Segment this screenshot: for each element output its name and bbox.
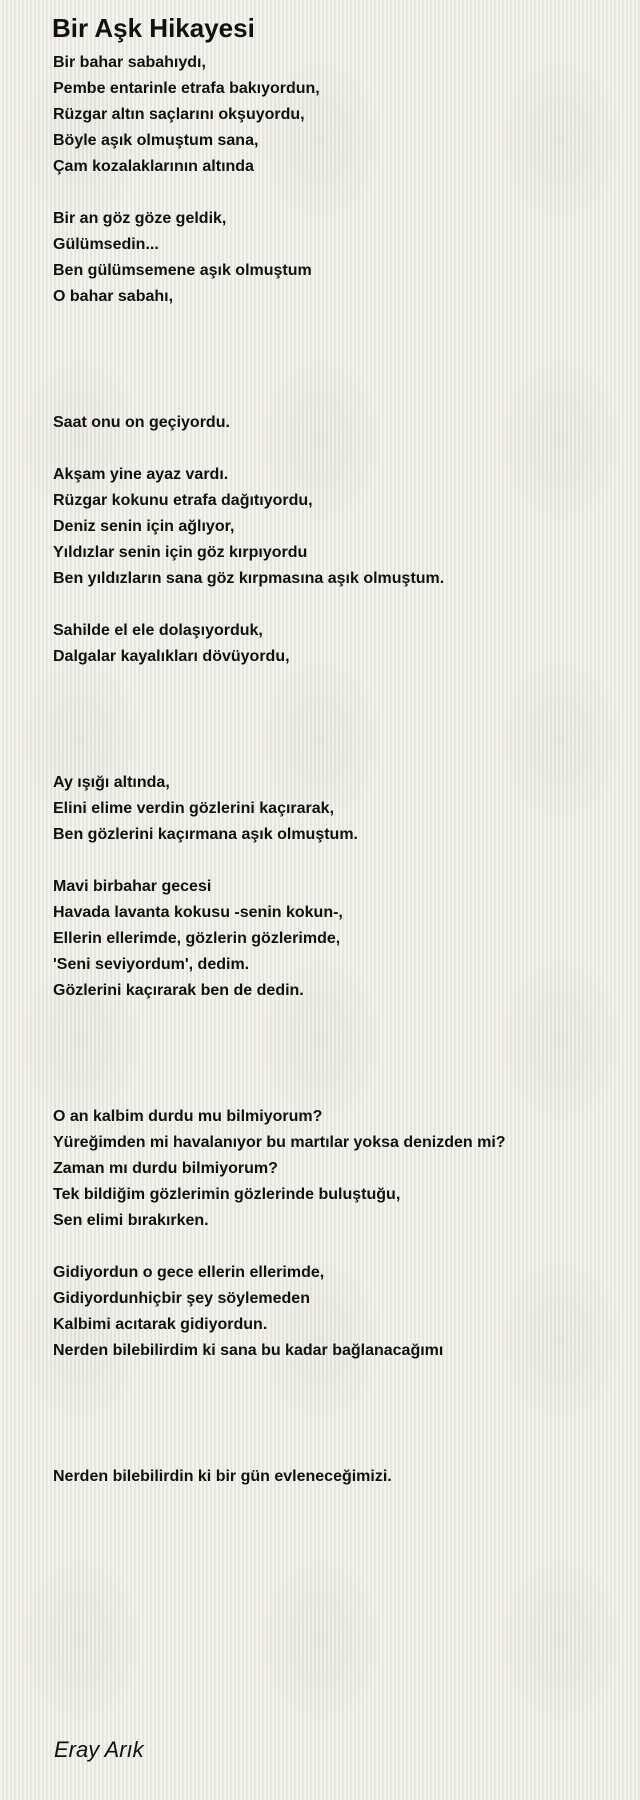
poem-line: Gülümsedin... [53,236,159,253]
section-gap [53,1364,623,1464]
poem-line: Nerden bilebilirdim ki sana bu kadar bağlanacağımı [53,1342,444,1359]
stanza-gap [53,1234,623,1260]
poem-line: Yıldızlar senin için göz kırpıyordu [53,544,308,561]
poem-line: Çam kozalaklarının altında [53,158,254,175]
poem-line: Gözlerini kaçırarak ben de dedin. [53,982,304,999]
section-gap [53,310,623,410]
poem-author: Eray Arık [54,1737,144,1762]
poem-body [53,50,623,1490]
stanza-6 [53,770,623,848]
stanza-3 [53,410,623,436]
poem-line: Ellerin ellerimde, gözlerin gözlerimde, [53,930,341,947]
stanza-2 [53,206,623,310]
stanza-4 [53,462,623,592]
stanza-gap [53,592,623,618]
poem-line: O an kalbim durdu mu bilmiyorum? [53,1108,323,1125]
poem-line: Elini elime verdin gözlerini kaçırarak, [53,800,335,817]
poem-line: Nerden bilebilirdin ki bir gün evleneceğimizi. [53,1468,392,1485]
section-gap [53,670,623,770]
poem-line: Akşam yine ayaz vardı. [53,466,229,483]
poem-line: Bir an göz göze geldik, [53,210,227,227]
stanza-9 [53,1260,623,1364]
poem-line: Zaman mı durdu bilmiyorum? [53,1160,278,1177]
poem-line: Saat onu on geçiyordu. [53,414,230,431]
stanza-5 [53,618,623,670]
poem-line: Havada lavanta kokusu -senin kokun-, [53,904,343,921]
poem-line: Ben gülümsemene aşık olmuştum [53,262,312,279]
poem-title: Bir Aşk Hikayesi [52,13,255,43]
poem-line: Böyle aşık olmuştum sana, [53,132,259,149]
poem-line: Rüzgar kokunu etrafa dağıtıyordu, [53,492,313,509]
stanza-7 [53,874,623,1004]
poem-line: Rüzgar altın saçlarını okşuyordu, [53,106,305,123]
poem-line: Ay ışığı altında, [53,774,170,791]
poem-line: O bahar sabahı, [53,288,174,305]
poem-line: Mavi birbahar gecesi [53,878,212,895]
stanza-gap [53,436,623,462]
poem-line: Gidiyordunhiçbir şey söylemeden [53,1290,310,1307]
section-gap [53,1004,623,1104]
poem-line: Ben gözlerini kaçırmana aşık olmuştum. [53,826,358,843]
poem-line: Pembe entarinle etrafa bakıyordun, [53,80,320,97]
poem-line: Yüreğimden mi havalanıyor bu martılar yoksa denizden mi? [53,1134,506,1151]
poem-line: Bir bahar sabahıydı, [53,54,206,71]
poem-line: Sahilde el ele dolaşıyorduk, [53,622,263,639]
poem-line: Dalgalar kayalıkları dövüyordu, [53,648,290,665]
poem-line: 'Seni seviyordum', dedim. [53,956,250,973]
poem-line: Deniz senin için ağlıyor, [53,518,235,535]
poem-line: Kalbimi acıtarak gidiyordun. [53,1316,268,1333]
stanza-gap [53,180,623,206]
poem-line: Sen elimi bırakırken. [53,1212,209,1229]
poem-line: Gidiyordun o gece ellerin ellerimde, [53,1264,325,1281]
stanza-1 [53,50,623,180]
stanza-8 [53,1104,623,1234]
stanza-gap [53,848,623,874]
stanza-10 [53,1464,623,1490]
poem-line: Tek bildiğim gözlerimin gözlerinde buluştuğu, [53,1186,401,1203]
poem-line: Ben yıldızların sana göz kırpmasına aşık olmuştum. [53,570,445,587]
